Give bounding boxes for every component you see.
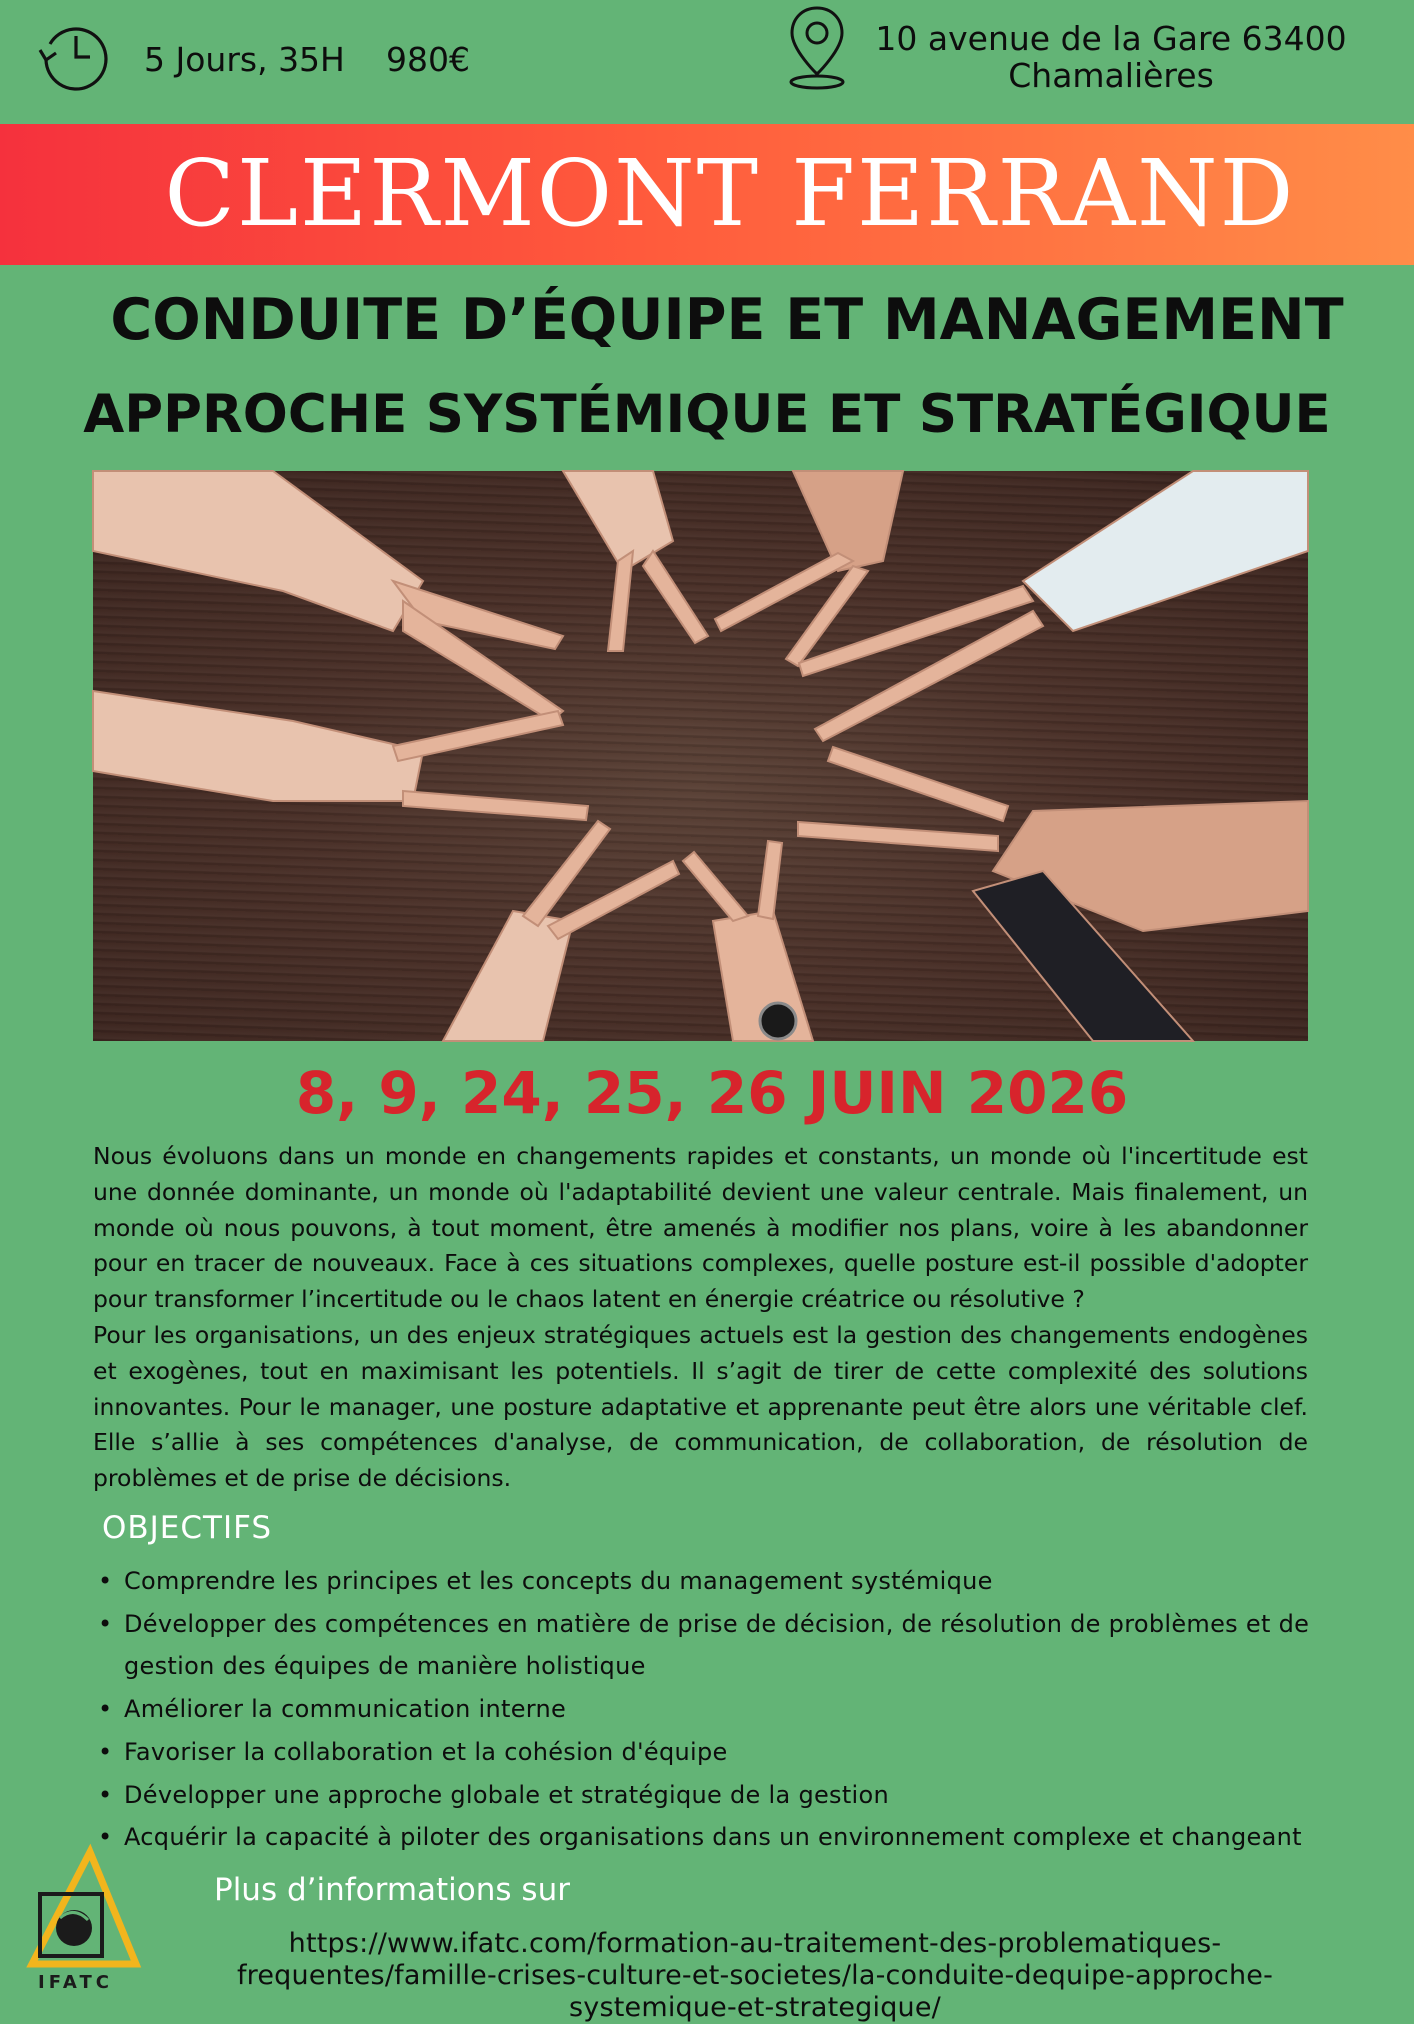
objective-item: • Développer des compétences en matière de prise de décision, de résolution de problèmes et de gestion des équipes de manière holistique [124,1603,1364,1688]
session-dates: 8, 9, 24, 25, 26 JUIN 2026 [295,1059,1129,1127]
clock-icon [36,20,112,88]
objective-item: • Améliorer la communication interne [124,1688,1364,1731]
objective-item: • Favoriser la collaboration et la cohésion d'équipe [124,1731,1364,1774]
hands-star-photo [93,471,1308,1041]
info-link[interactable]: https://www.ifatc.com/formation-au-traitement-des-problematiques-frequentes/famille-crises-culture-et-societes/la-conduite-dequipe-approche-systemique-et-strategique/ [236,1928,1274,2023]
objectives-list [124,1560,1364,1859]
more-info-label: Plus d’informations sur [214,1872,570,1908]
duration-text: 5 Jours, 35H [144,40,345,79]
objective-item: • Développer une approche globale et stratégique de la gestion [124,1774,1364,1817]
objective-item: • Acquérir la capacité à piloter des organisations dans un environnement complexe et changeant [124,1816,1364,1859]
description [93,1139,1308,1497]
map-pin-icon [786,4,848,90]
logo-text: IFATC [38,1972,113,1993]
price-text: 980€ [386,40,470,79]
address-text: 10 avenue de la Gare 63400 Chamalières [875,19,1347,95]
course-subtitle: APPROCHE SYSTÉMIQUE ET STRATÉGIQUE [83,384,1331,445]
city-banner [0,124,1414,265]
objectives-title: OBJECTIFS [102,1510,273,1546]
city-title: CLERMONT FERRAND [164,140,1296,247]
info-bar [0,0,1414,124]
objective-item: • Comprendre les principes et les concepts du management systémique [124,1560,1364,1603]
course-title: CONDUITE D’ÉQUIPE ET MANAGEMENT [110,287,1344,353]
description-paragraph-1: Nous évoluons dans un monde en changements rapides et constants, un monde où l'incertitude est une donnée dominante, un monde où l'adaptabilité devient une valeur centrale. Mais finalement, un monde où nous pouvons, à tout moment, être amenés à modifier nos plans, voire à les abandonner pour en tracer de nouveaux. Face à ces situations complexes, quelle posture est-il possible d'adopter pour transformer l’incertitude ou le chaos latent en énergie créatrice ou résolutive ? [93,1142,1308,1314]
description-paragraph-2: Pour les organisations, un des enjeux stratégiques actuels est la gestion des changements endogènes et exogènes, tout en maximisant les potentiels. Il s’agit de tirer de cette complexité des solutions innovantes. Pour le manager, une posture adaptative et apprenante peut être alors une véritable clef. Elle s’allie à ses compétences d'analyse, de communication, de collaboration, de résolution de problèmes et de prise de décisions. [93,1320,1308,1493]
